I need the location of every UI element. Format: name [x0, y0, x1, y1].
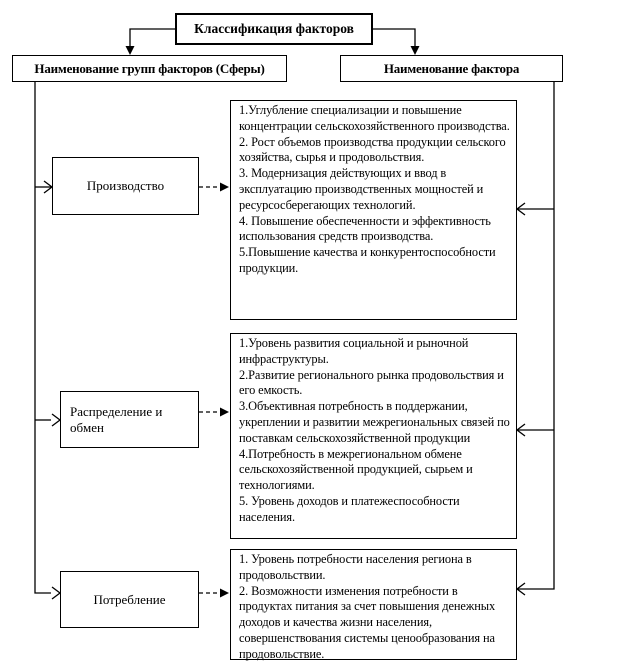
- right-trunk-line: [518, 82, 554, 589]
- arrowhead-factors-header: [411, 46, 420, 55]
- group-label-distribution-exchange: Распределение и обмен: [70, 403, 163, 435]
- factor-item: 2. Рост объемов производства продукции сельского хозяйства, сырья и продовольствия.: [239, 134, 506, 165]
- title-box: [175, 13, 373, 45]
- arrowhead-consumption: [52, 587, 60, 599]
- factor-item: 4.Потребность в межрегиональном обмене сельскохозяйственной продукцией, сырьем и технологиями.: [239, 446, 473, 493]
- group-label-production: Производство: [86, 178, 165, 193]
- arrowhead-distribution: [52, 414, 60, 426]
- group-box-production: [52, 157, 199, 215]
- factor-item: 1.Углубление специализации и повышение концентрации сельскохозяйственного производства.: [239, 103, 510, 133]
- factor-item: 2. Возможности изменения потребности в продуктах питания за счет повышения денежных доходов и качества жизни населения, совершенствования системы ценообразования на продовольствие.: [239, 583, 496, 661]
- factors-column-header: [340, 55, 563, 82]
- factors-box-distribution-exchange: [230, 333, 517, 539]
- factors-box-production: [230, 100, 517, 320]
- arrowhead-dashed-consumption: [220, 589, 229, 598]
- arrowhead-groups-header: [126, 46, 135, 55]
- factors-column-header-label: Наименование фактора: [383, 60, 520, 76]
- factor-item: 3. Модернизация действующих и ввод в эксплуатацию производственных мощностей и ресурсосберегающих технологий.: [239, 166, 484, 212]
- left-trunk-line: [35, 82, 51, 593]
- group-box-distribution-exchange: [60, 391, 199, 448]
- group-label-consumption: Потребление: [93, 591, 166, 607]
- factors-box-consumption: [230, 549, 517, 660]
- factor-item: 1.Уровень развития социальной и рыночной инфраструктуры.: [239, 336, 469, 366]
- groups-column-header: [12, 55, 287, 82]
- factor-item: 4. Повышение обеспеченности и эффективность использования средств производства.: [239, 213, 491, 244]
- factor-item: 5.Повышение качества и конкурентоспособности продукции.: [239, 245, 496, 275]
- factor-item: 2.Развитие регионального рынка продовольствия и его емкость.: [239, 367, 504, 398]
- arrowhead-dashed-distribution: [220, 408, 229, 417]
- groups-column-header-label: Наименование групп факторов (Сферы): [34, 60, 265, 76]
- connector-title-to-groups-header: [130, 29, 175, 47]
- factor-item: 1. Уровень потребности населения региона в продовольствии.: [239, 552, 472, 582]
- factor-item: 3.Объективная потребность в поддержании, укреплении и развитии межрегиональных связей по поставкам сельскохозяйственной продукции: [239, 399, 510, 445]
- group-box-consumption: [60, 571, 199, 628]
- factor-item: 5. Уровень доходов и платежеспособности населения.: [239, 493, 460, 524]
- diagram-title: Классификация факторов: [194, 21, 354, 36]
- arrowhead-dashed-production: [220, 183, 229, 192]
- connector-title-to-factors-header: [373, 29, 415, 47]
